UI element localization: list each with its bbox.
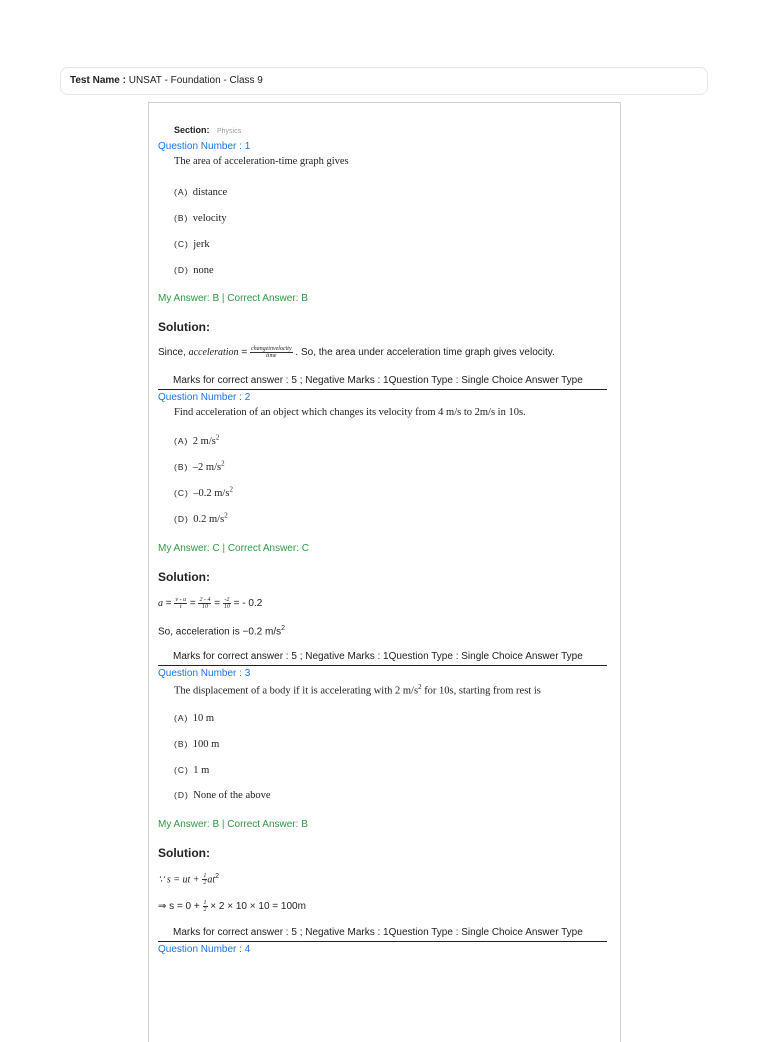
test-name-value: UNSAT - Foundation - Class 9 (128, 75, 263, 86)
sol-fraction (250, 346, 293, 359)
option-text: none (193, 265, 214, 276)
q3-option-b[interactable] (174, 734, 219, 752)
question-text-1: The area of acceleration-time graph gives (174, 156, 349, 167)
option-letter: (D) (174, 514, 189, 524)
option-text: None of the above (193, 790, 271, 801)
divider (158, 941, 607, 942)
sol-eq: = (241, 347, 248, 359)
question-number-4: Question Number : 4 (158, 944, 251, 955)
option-text: –2 $m/s^2$ (192, 459, 225, 473)
option-text: 2 $m/s^2$ (192, 433, 220, 447)
option-text: 1 m (193, 765, 210, 776)
q3-solution-line-1: ∵ s = ut + $\frac{1}{2}$ $at^2$ (158, 873, 219, 887)
sol-var: acceleration (188, 347, 239, 359)
divider (158, 389, 607, 390)
q2-option-b[interactable] (174, 457, 225, 475)
option-text: distance (192, 187, 228, 198)
q1-answer-status: My Answer: B | Correct Answer: B (158, 293, 308, 304)
question-number-1: Question Number : 1 (158, 141, 251, 152)
option-letter: (C) (174, 239, 189, 249)
q1-option-d[interactable] (174, 260, 214, 278)
option-letter: (B) (174, 739, 189, 749)
q3-solution-line-2: ⇒ s = 0 + $\frac{1}{2}$ × 2 × 10 × 10 = 100m (158, 900, 306, 913)
option-text: 100 m (192, 739, 220, 750)
option-letter: (A) (174, 187, 189, 197)
q1-option-b[interactable] (174, 208, 227, 226)
q2-option-c[interactable] (174, 483, 233, 501)
fraction: $\frac{1}{2}$ (203, 873, 207, 887)
q3-solution-title: Solution: (158, 846, 210, 860)
fraction: $\frac{-2}{10}$ (223, 597, 230, 610)
q2-option-d[interactable] (174, 509, 228, 527)
section-label: Section: (174, 125, 210, 135)
q2-solution-equation: a = $\frac{v - u}{t}$ = $\frac{2 - 4}{10}$ = $\frac{-2}{10}$ = - 0.2 (158, 597, 263, 610)
divider (158, 665, 607, 666)
sol-rest: . So, the area under acceleration time graph gives velocity. (295, 347, 555, 359)
option-letter: (C) (174, 488, 189, 498)
section-row (174, 120, 241, 138)
q2-solution-text: So, acceleration is −0.2 $m/s^2$ (158, 625, 286, 638)
option-text: 0.2 $m/s^2$ (193, 511, 228, 525)
fraction: $\frac{2 - 4}{10}$ (199, 597, 211, 610)
fraction-denominator: time (266, 353, 277, 359)
q3-option-a[interactable] (174, 708, 214, 726)
test-name-label: Test Name : (70, 75, 126, 86)
question-text-2: Find acceleration of an object which changes its velocity from 4 m/s to 2m/s in 10s. (174, 407, 526, 418)
option-letter: (A) (174, 713, 189, 723)
question-text-3: The displacement of a body if it is accelerating with 2 $m/s^2$ for 10s, starting from rest is (174, 683, 541, 697)
option-text: 10 m (192, 713, 215, 724)
q2-solution-title: Solution: (158, 570, 210, 584)
question-number-3: Question Number : 3 (158, 668, 251, 679)
option-letter: (D) (174, 265, 189, 275)
q3-marks-info: Marks for correct answer : 5 ; Negative Marks : 1Question Type : Single Choice Answer Type (173, 927, 583, 938)
option-letter: (A) (174, 436, 189, 446)
q2-marks-info: Marks for correct answer : 5 ; Negative Marks : 1Question Type : Single Choice Answer Type (173, 651, 583, 662)
q2-answer-status: My Answer: C | Correct Answer: C (158, 543, 309, 554)
option-text: jerk (193, 239, 210, 250)
option-letter: (B) (174, 462, 189, 472)
section-value: Physics (216, 128, 242, 135)
option-text: velocity (192, 213, 227, 224)
q1-marks-info: Marks for correct answer : 5 ; Negative Marks : 1Question Type : Single Choice Answer Type (173, 375, 583, 386)
option-letter: (D) (174, 790, 189, 800)
q1-option-c[interactable] (174, 234, 210, 252)
sol-since: Since, (158, 347, 186, 359)
fraction: $\frac{v - u}{t}$ (175, 597, 187, 610)
q3-option-c[interactable] (174, 760, 209, 778)
fraction: $\frac{1}{2}$ (203, 900, 207, 913)
q1-option-a[interactable] (174, 182, 227, 200)
q1-solution-text (158, 346, 555, 359)
q3-option-d[interactable] (174, 785, 271, 803)
q3-answer-status: My Answer: B | Correct Answer: B (158, 819, 308, 830)
q1-solution-title: Solution: (158, 320, 210, 334)
q2-option-a[interactable] (174, 431, 219, 449)
option-text: –0.2 $m/s^2$ (193, 485, 233, 499)
question-number-2: Question Number : 2 (158, 392, 251, 403)
fraction-numerator: changeinvelocity (250, 346, 292, 352)
option-letter: (C) (174, 765, 189, 775)
option-letter: (B) (174, 213, 189, 223)
test-name-bar (60, 67, 708, 95)
